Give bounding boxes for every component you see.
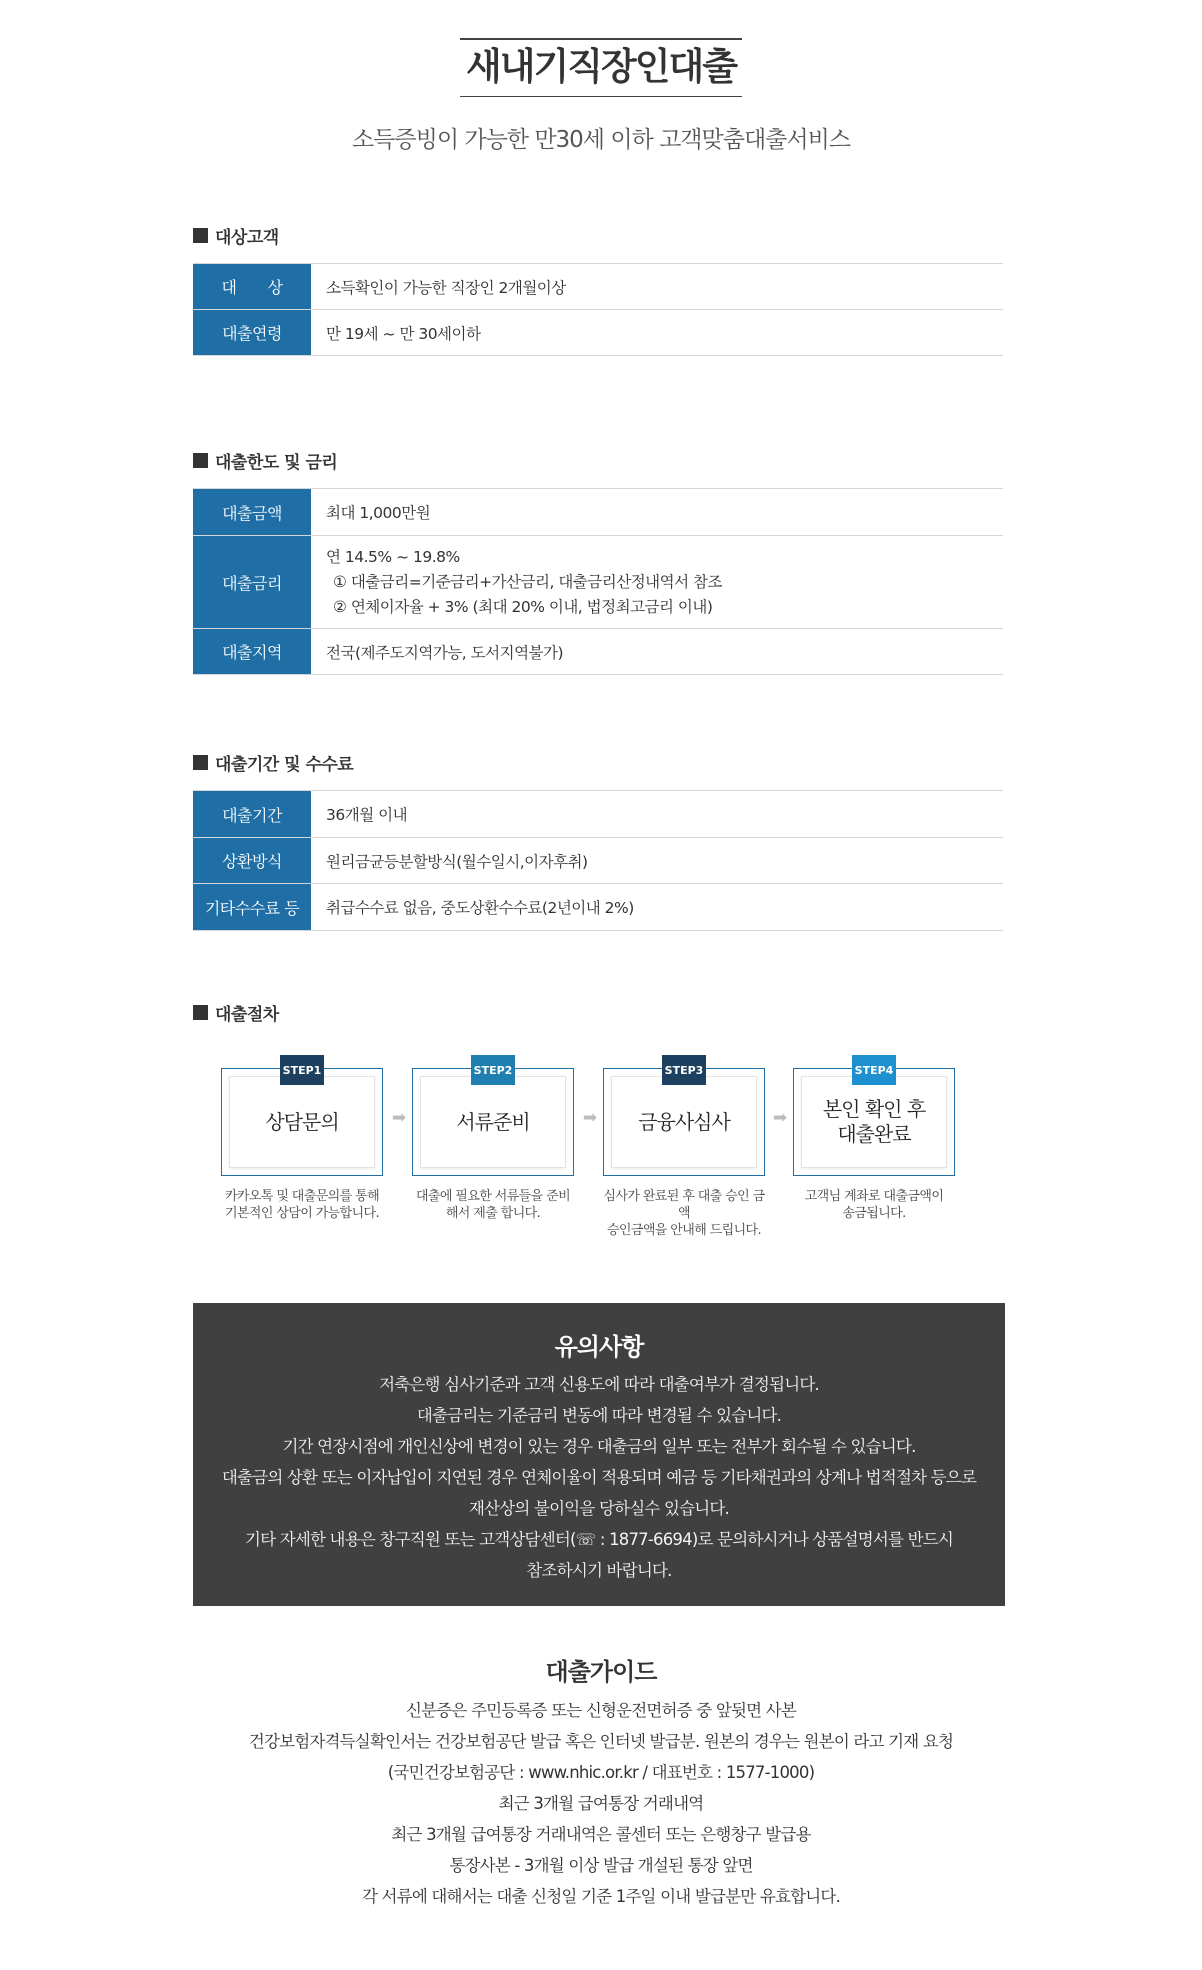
guide-line: 신분증은 주민등록증 또는 신형운전면허증 중 앞뒷면 사본 bbox=[405, 1701, 796, 1720]
step-desc-line: 대출에 필요한 서류들을 준비 bbox=[415, 1189, 571, 1204]
section-target bbox=[193, 223, 1003, 356]
step-box bbox=[412, 1063, 574, 1176]
rate-note-1: ① 대출금리=기준금리+가산금리, 대출금리산정내역서 참조 bbox=[333, 572, 722, 591]
step-badge: STEP1 bbox=[280, 1055, 324, 1085]
page-subtitle: 소득증빙이 가능한 만30세 이하 고객맞춤대출서비스 bbox=[351, 127, 851, 153]
section-heading bbox=[193, 750, 1003, 774]
step-name: 금융사심사 bbox=[638, 1109, 730, 1134]
rate-note-2: ② 연체이자율 + 3% (최대 20% 이내, 법정최고금리 이내) bbox=[333, 597, 713, 616]
row-label: 기타수수료 등 bbox=[193, 884, 311, 930]
step-name-line: 본인 확인 후 bbox=[822, 1097, 926, 1121]
step-desc-line: 카카오톡 및 대출문의를 통해 bbox=[224, 1189, 380, 1204]
square-bullet-icon bbox=[193, 1005, 208, 1020]
notice-line: 재산상의 불이익을 당하실수 있습니다. bbox=[468, 1499, 729, 1518]
loan-guide bbox=[0, 1652, 1202, 1912]
section-heading-text: 대출절차 bbox=[215, 1004, 279, 1025]
procedure-steps bbox=[193, 1063, 1003, 1248]
table-row bbox=[193, 884, 1003, 931]
table-row bbox=[193, 489, 1003, 536]
info-table bbox=[193, 790, 1003, 931]
step-desc-line: 송금됩니다. bbox=[842, 1206, 906, 1221]
rate-range: 연 14.5% ~ 19.8% bbox=[326, 547, 460, 566]
row-value: 최대 1,000만원 bbox=[326, 504, 431, 522]
table-row bbox=[193, 536, 1003, 629]
notice-line: 대출금리는 기준금리 변동에 따라 변경될 수 있습니다. bbox=[416, 1406, 782, 1425]
step-desc-line: 심사가 완료된 후 대출 승인 금액 bbox=[603, 1189, 765, 1221]
notice-line: 기간 연장시점에 개인신상에 변경이 있는 경우 대출금의 일부 또는 전부가 회수될 수 있습니다. bbox=[282, 1437, 916, 1456]
page-title: 새내기직장인대출 bbox=[466, 45, 736, 88]
row-label: 대출지역 bbox=[193, 629, 311, 674]
section-heading-text: 대출기간 및 수수료 bbox=[215, 754, 354, 775]
table-row bbox=[193, 791, 1003, 838]
row-value: 취급수수료 없음, 중도상환수수료(2년이내 2%) bbox=[326, 899, 634, 917]
notice-title: 유의사항 bbox=[554, 1333, 644, 1361]
section-period bbox=[193, 750, 1003, 931]
step-desc-line: 기본적인 상담이 가능합니다. bbox=[224, 1206, 380, 1221]
row-value: 전국(제주도지역가능, 도서지역불가) bbox=[326, 643, 564, 662]
arrow-right-icon: ➡ bbox=[391, 1108, 407, 1128]
row-label: 대출연령 bbox=[193, 310, 311, 355]
hero bbox=[0, 38, 1202, 154]
step-desc-line: 승인금액을 안내해 드립니다. bbox=[606, 1223, 762, 1238]
row-label: 대출금리 bbox=[193, 536, 311, 628]
guide-line: 최근 3개월 급여통장 거래내역은 콜센터 또는 은행창구 발급용 bbox=[391, 1825, 811, 1844]
step-badge: STEP4 bbox=[852, 1055, 896, 1085]
step-description bbox=[603, 1188, 765, 1239]
arrow-right-icon: ➡ bbox=[582, 1108, 598, 1128]
row-value-group bbox=[311, 536, 1003, 628]
square-bullet-icon bbox=[193, 755, 208, 770]
guide-line: 최근 3개월 급여통장 거래내역 bbox=[498, 1794, 704, 1813]
table-row bbox=[193, 310, 1003, 356]
notice-line: 기타 자세한 내용은 창구직원 또는 고객상담센터(☏ : 1877-6694)로 문의하시거나 상품설명서를 반드시 bbox=[244, 1530, 954, 1549]
step-badge: STEP3 bbox=[662, 1055, 706, 1085]
step-desc-line: 해서 제출 합니다. bbox=[445, 1206, 541, 1221]
square-bullet-icon bbox=[193, 228, 208, 243]
row-value: 만 19세 ~ 만 30세이하 bbox=[326, 324, 481, 343]
notice-line: 참조하시기 바랍니다. bbox=[526, 1561, 672, 1580]
table-row bbox=[193, 838, 1003, 884]
table-row bbox=[193, 264, 1003, 310]
step-4 bbox=[793, 1063, 955, 1222]
section-heading bbox=[193, 223, 1003, 247]
notice-line: 대출금의 상환 또는 이자납입이 지연된 경우 연체이율이 적용되며 예금 등 기타채권과의 상계나 법적절차 등으로 bbox=[221, 1468, 977, 1487]
step-2 bbox=[412, 1063, 574, 1222]
row-label: 대 상 bbox=[193, 264, 311, 309]
step-name-line: 대출완료 bbox=[837, 1122, 911, 1146]
guide-title: 대출가이드 bbox=[545, 1658, 657, 1686]
arrow-right-icon: ➡ bbox=[772, 1108, 788, 1128]
guide-line: 각 서류에 대해서는 대출 신청일 기준 1주일 이내 발급분만 유효합니다. bbox=[361, 1887, 841, 1906]
step-badge: STEP2 bbox=[471, 1055, 515, 1085]
row-label: 상환방식 bbox=[193, 838, 311, 883]
step-name: 상담문의 bbox=[265, 1109, 339, 1134]
row-value: 원리금균등분할방식(월수일시,이자후취) bbox=[326, 852, 588, 871]
step-desc-line: 고객님 계좌로 대출금액이 bbox=[804, 1189, 944, 1204]
row-value: 소득확인이 가능한 직장인 2개월이상 bbox=[326, 278, 566, 297]
guide-line: 통장사본 - 3개월 이상 발급 개설된 통장 앞면 bbox=[449, 1856, 753, 1875]
section-heading bbox=[193, 1000, 1003, 1024]
section-procedure bbox=[193, 1000, 1003, 1024]
step-3 bbox=[603, 1063, 765, 1239]
step-box bbox=[603, 1063, 765, 1176]
guide-line: 건강보험자격득실확인서는 건강보험공단 발급 혹은 인터넷 발급분. 원본의 경우는 원본이 라고 기재 요청 bbox=[248, 1732, 954, 1751]
guide-line: (국민건강보험공단 : www.nhic.or.kr / 대표번호 : 1577-1000) bbox=[387, 1763, 815, 1782]
step-1 bbox=[221, 1063, 383, 1222]
step-name: 서류준비 bbox=[456, 1109, 530, 1134]
info-table bbox=[193, 263, 1003, 356]
step-description bbox=[793, 1188, 955, 1222]
step-box bbox=[793, 1063, 955, 1176]
section-heading-text: 대출한도 및 금리 bbox=[215, 452, 338, 473]
row-label: 대출기간 bbox=[193, 791, 311, 837]
info-table bbox=[193, 488, 1003, 675]
section-limit bbox=[193, 448, 1003, 675]
step-name bbox=[823, 1097, 925, 1147]
notice-line: 저축은행 심사기준과 고객 신용도에 따라 대출여부가 결정됩니다. bbox=[379, 1375, 819, 1394]
notice-box bbox=[193, 1303, 1005, 1606]
step-description bbox=[412, 1188, 574, 1222]
table-row bbox=[193, 629, 1003, 675]
row-label: 대출금액 bbox=[193, 489, 311, 535]
section-heading bbox=[193, 448, 1003, 472]
section-heading-text: 대상고객 bbox=[215, 227, 279, 248]
row-value: 36개월 이내 bbox=[326, 806, 408, 824]
title-frame bbox=[460, 38, 742, 97]
step-box bbox=[221, 1063, 383, 1176]
square-bullet-icon bbox=[193, 453, 208, 468]
step-description bbox=[221, 1188, 383, 1222]
